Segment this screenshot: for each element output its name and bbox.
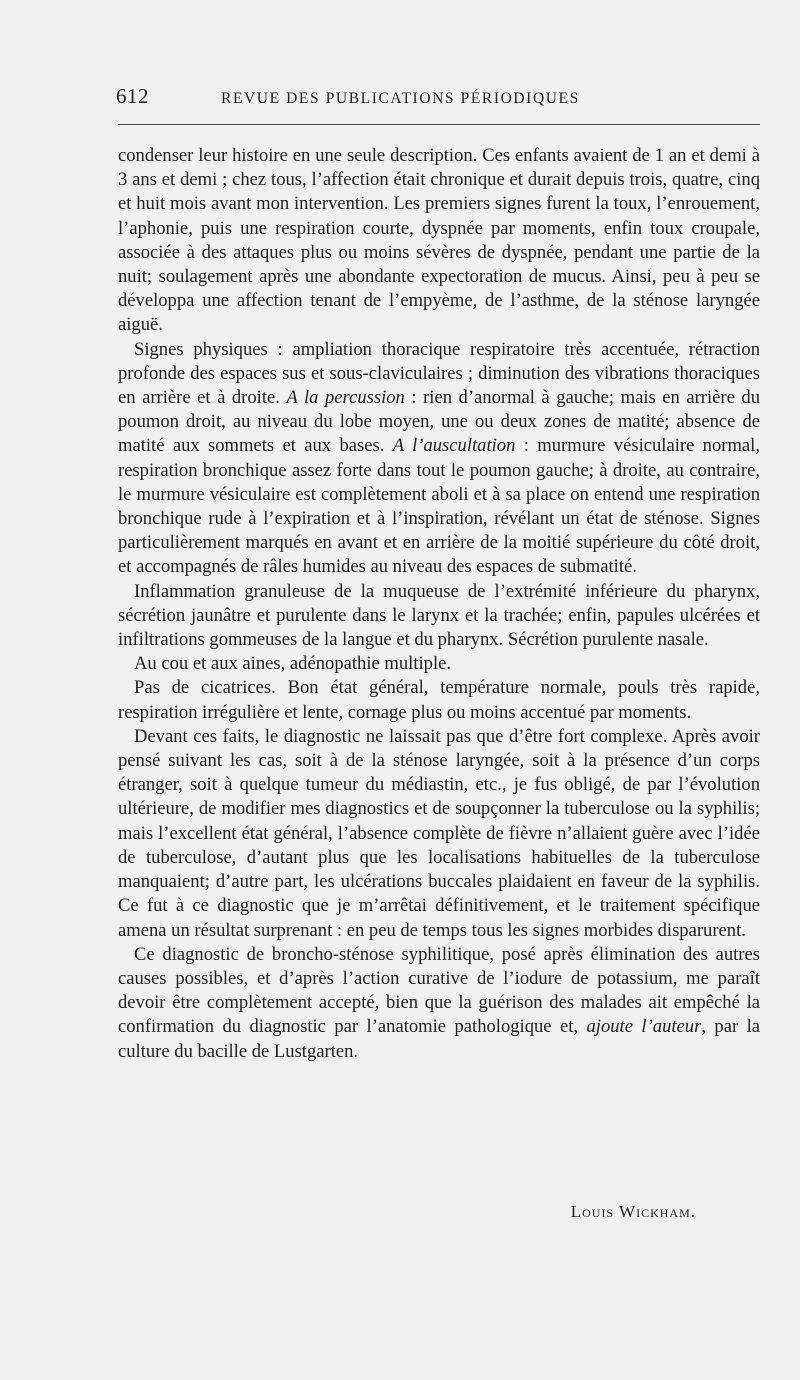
text-run: Devant ces faits, le diagnostic ne laissait pas que d’être fort complexe. Après avoir pensé suivant les cas, soit à de la sténose laryngée, soit à la présence d’un corps étranger, soit à quelque tumeur du médiastin, etc., je fus obligé, de par l’évolution ultérieure, de modifier mes diagnostics et de soupçonner la tuberculose ou la syphilis; mais l’excellent état général, l’absence complète de fièvre n’allaient guère avec l’idée de tuberculose, d’autant plus que les localisations habituelles de la tuberculose manquaient; d’autre part, les ulcérations buccales plaidaient en faveur de la syphilis. Ce fut à ce diagnostic que je m’arrêtai définitivement, et le traitement spécifique amena un résultat surprenant : en peu de temps tous les signes morbides disparurent. — [118, 725, 760, 941]
text-run: Inflammation granuleuse de la muqueuse de l’extrémité inférieure du pharynx, sécrétion jaunâtre et purulente dans le larynx et la trachée; enfin, papules ulcérées et infiltrations gommeuses de la langue et du pharynx. Sécrétion purulente nasale. — [118, 580, 760, 651]
text-run: Au cou et aux aines, adénopathie multiple. — [134, 653, 452, 675]
paragraph — [118, 943, 760, 1064]
text-run: Pas de cicatrices. Bon état général, température normale, pouls très rapide, respiration irrégulière et lente, cornage plus ou moins accentué par moments. — [118, 677, 760, 723]
text-run: Ce diagnostic de broncho-sténose syphilitique, posé après élimination des autres causes possibles, et d’après l’action curative de l’iodure de potassium, me paraît devoir être complètement accepté, bien que la guérison des malades ait empêché la confirmation du diagnostic par l’anatomie pathologique et, — [118, 943, 760, 1038]
paragraph — [118, 676, 760, 724]
italic-run: A la percussion — [286, 387, 405, 409]
text-run: condenser leur histoire en une seule description. Ces enfants avaient de 1 an et demi à 3 ans et demi ; chez tous, l’affection était chronique et durait depuis trois, quatre, cinq et huit mois avant mon intervention. Les premiers signes furent la toux, l’enrouement, l’aphonie, puis une respiration courte, dyspnée par moments, enfin toux croupale, associée à des attaques plus ou moins sévères de dyspnée, pendant une partie de la nuit; soulagement après une abondante expectoration de mucus. Ainsi, peu à peu se développa une affection tenant de l’empyème, de l’asthme, de la sténose laryngée aiguë. — [118, 145, 760, 336]
paragraph — [118, 338, 760, 580]
page-number: 612 — [116, 84, 149, 108]
article-body — [118, 144, 760, 1064]
paragraph — [118, 725, 760, 943]
paragraph — [118, 580, 760, 653]
header-rule — [118, 124, 760, 125]
paragraph — [118, 144, 760, 338]
text-run: : rien d’anormal à gauche; mais en arrière du poumon droit, au niveau du lobe moyen, une ou deux zones de matité; absence de matité aux sommets et aux bases. — [118, 387, 760, 457]
text-run: , par la culture du bacille de Lustgarten. — [118, 1016, 761, 1062]
text-run: : murmure vésiculaire normal, respiration bronchique assez forte dans tout le poumon gauche; à droite, au contraire, le murmure vésiculaire est complètement aboli et à sa place on entend une respiration bronchique rude à l’expiration et à l’inspiration, révélant un état de sténose. Signes particulièrement marqués en avant et en arrière de la moitié supérieure du côté droit, et accompagnés de râles humides au niveau des espaces de submatité. — [118, 435, 760, 578]
italic-run: A l’auscultation — [392, 435, 516, 457]
running-title: REVUE DES PUBLICATIONS PÉRIODIQUES — [221, 90, 580, 107]
paragraph — [118, 652, 760, 676]
text-run: Signes physiques : ampliation thoracique respiratoire très accentuée, rétraction profonde des espaces sus et sous-claviculaires ; diminution des vibrations thoraciques en arrière et à droite. — [118, 338, 760, 409]
author-signature: Louis Wickham. — [570, 1202, 696, 1221]
italic-run: ajoute l’auteur — [586, 1016, 702, 1038]
page-header — [116, 84, 760, 109]
